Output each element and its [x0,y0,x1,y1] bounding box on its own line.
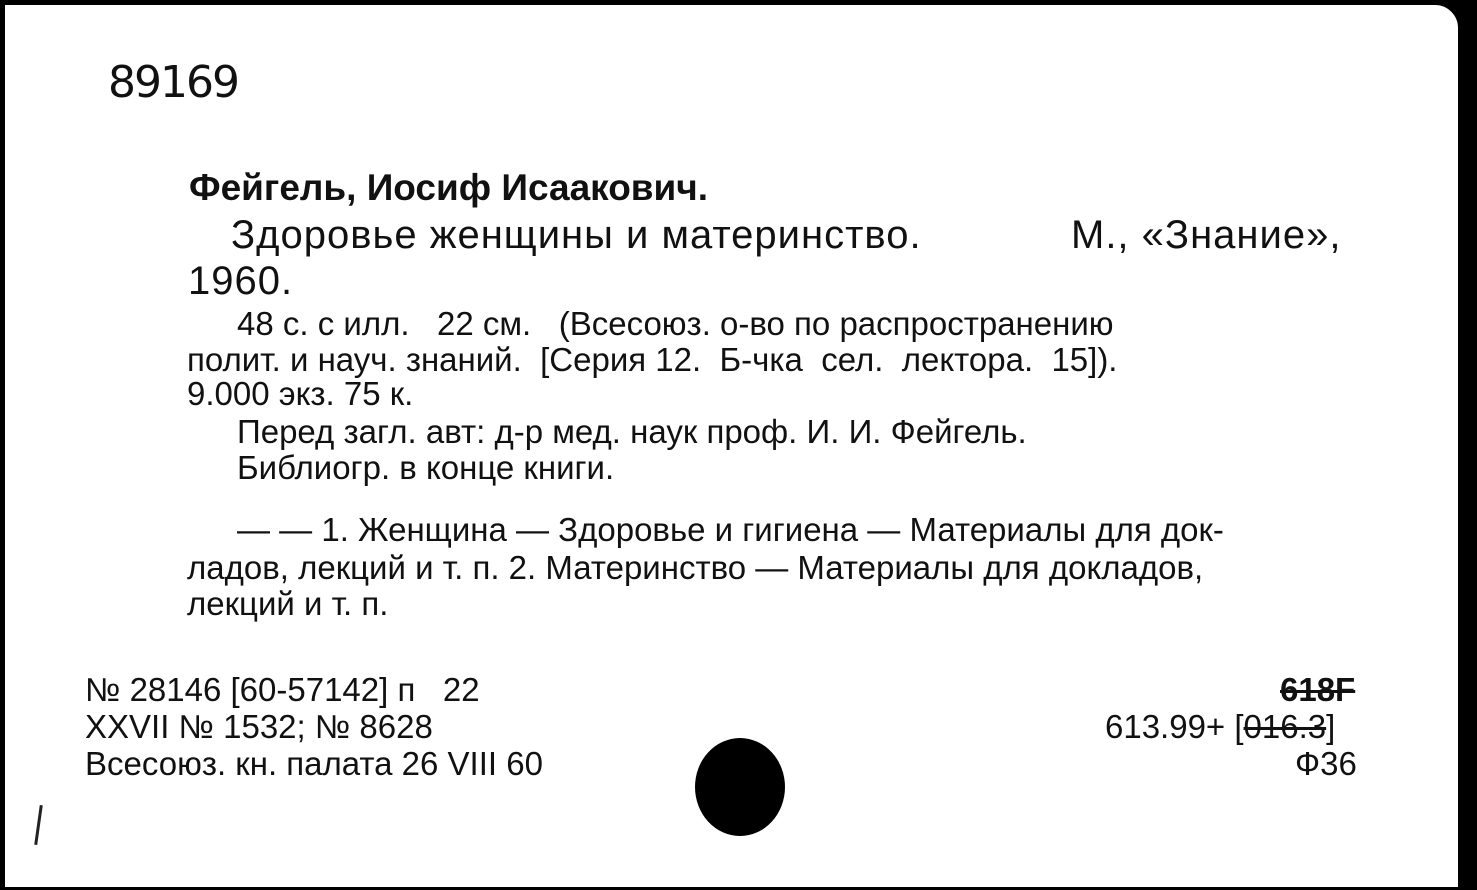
pen-mark [34,805,43,845]
footer-record-number: № 28146 [60-57142] п 22 [85,671,480,708]
old-classification-code: 618F [1280,671,1356,708]
subject-line-1: — — 1. Женщина — Здоровье и гигиена — Материалы для док- [237,511,1224,548]
subject-line-2: ладов, лекций и т. п. 2. Материнство — Материалы для докладов, [187,549,1204,586]
handwritten-number: 89169 [108,57,238,108]
classification-struck: 016.3 [1243,708,1327,745]
footer-registry: XXVII № 1532; № 8628 [85,708,433,745]
description-line-2: полит. и науч. знаний. [Серия 12. Б-чка сел. лектора. 15]). [187,341,1118,378]
description-line-3: 9.000 экз. 75 к. [187,375,414,412]
author-heading: Фейгель, Иосиф Исаакович. [189,167,709,208]
footer-chamber-date: Всесоюз. кн. палата 26 VIII 60 [85,745,543,782]
author-mark: Ф36 [1295,745,1357,782]
subject-line-3: лекций и т. п. [187,585,389,622]
title-text: Здоровье женщины и материнство. [231,213,922,257]
note-line-1: Перед загл. авт: д-р мед. наук проф. И. И. Фейгель. [237,413,1027,450]
classification-main: 613.99+ [ [1105,708,1244,745]
publisher-text: М., «Знание», [1071,213,1342,257]
note-line-2: Библиогр. в конце книги. [237,449,615,486]
catalog-card [4,4,1459,888]
classification-code [1105,710,1335,743]
publication-year: 1960. [188,259,294,303]
description-line-1: 48 с. с илл. 22 см. (Всесоюз. о-во по распространению [237,305,1114,342]
classification-end: ] [1326,708,1336,745]
punch-hole [695,738,785,836]
